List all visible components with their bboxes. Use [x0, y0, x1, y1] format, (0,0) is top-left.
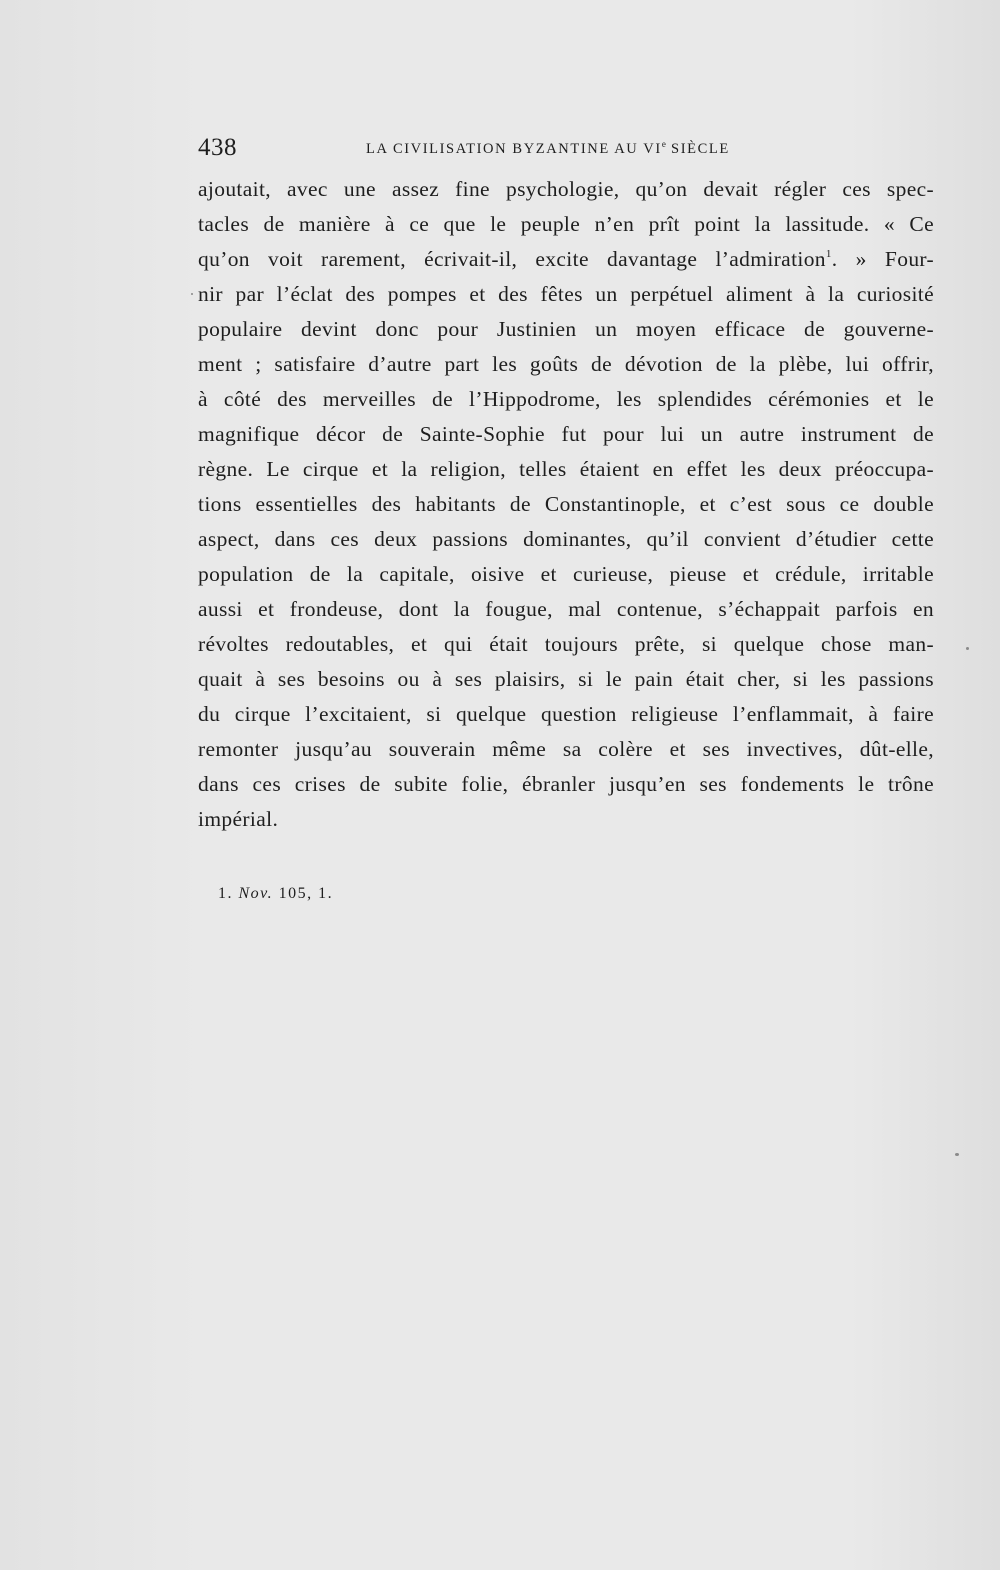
text-line [198, 347, 934, 382]
text-line [198, 487, 934, 522]
text-line-content: aspect, dans ces deux passions dominantes, qu’il convient d’étudier cette [198, 527, 934, 551]
text-line [198, 802, 934, 837]
text-line-content: populaire devint donc pour Justinien un moyen efficace de gouverne- [198, 317, 934, 341]
text-line [198, 312, 934, 347]
paper-speck [191, 293, 193, 295]
text-line [198, 767, 934, 802]
text-line [198, 522, 934, 557]
text-line-content: ment ; satisfaire d’autre part les goûts de dévotion de la plèbe, lui offrir, [198, 352, 934, 376]
text-line [198, 557, 934, 592]
running-head-superscript: e [661, 139, 666, 149]
text-line [198, 382, 934, 417]
text-line-content: tions essentielles des habitants de Constantinople, et c’est sous ce double [198, 492, 934, 516]
text-line [198, 732, 934, 767]
footnote-reference: Nov. [238, 885, 274, 902]
text-line-content: révoltes redoutables, et qui était toujours prête, si quelque chose man- [198, 632, 934, 656]
text-line [198, 627, 934, 662]
running-head-title: LA CIVILISATION BYZANTINE AU VI [366, 141, 662, 157]
footnote-detail: 105, 1. [278, 885, 334, 902]
text-line-content: magnifique décor de Sainte-Sophie fut pour lui un autre instrument de [198, 422, 934, 446]
text-line [198, 417, 934, 452]
page-header [198, 134, 938, 164]
text-line [198, 452, 934, 487]
text-line [198, 662, 934, 697]
text-line [198, 207, 934, 242]
body-text [198, 172, 934, 837]
text-line-content: dans ces crises de subite folie, ébranler jusqu’en ses fondements le trône [198, 772, 934, 796]
text-line [198, 277, 934, 312]
text-line-content: du cirque l’excitaient, si quelque question religieuse l’enflammait, à faire [198, 702, 934, 726]
footnote-marker: 1 [825, 248, 832, 260]
text-line-content: quait à ses besoins ou à ses plaisirs, si le pain était cher, si les passions [198, 667, 934, 691]
text-line-content: nir par l’éclat des pompes et des fêtes un perpétuel aliment à la curiosité [198, 282, 934, 306]
text-line [198, 242, 934, 277]
text-line-content: remonter jusqu’au souverain même sa colère et ses invectives, dût-elle, [198, 737, 934, 761]
text-line-continuation: . » Four- [831, 247, 935, 271]
text-line [198, 592, 934, 627]
paper-speck [966, 647, 969, 650]
running-head-end: SIÈCLE [671, 141, 730, 157]
paper-speck [955, 1153, 959, 1156]
text-line-content: aussi et frondeuse, dont la fougue, mal contenue, s’échappait parfois en [198, 597, 934, 621]
text-line-content: population de la capitale, oisive et curieuse, pieuse et crédule, irritable [198, 562, 934, 586]
text-line-content: ajoutait, avec une assez fine psychologie, qu’on devait régler ces spec- [198, 177, 934, 201]
text-line [198, 172, 934, 207]
text-line-content: qu’on voit rarement, écrivait-il, excite davantage l’admiration [198, 247, 826, 271]
text-line-content: règne. Le cirque et la religion, telles étaient en effet les deux préoccupa- [198, 457, 934, 481]
running-head [366, 141, 730, 158]
text-line-content: tacles de manière à ce que le peuple n’en prît point la lassitude. « Ce [198, 212, 934, 236]
footnote-number: 1. [218, 885, 233, 902]
footnote [218, 885, 333, 903]
text-line-content: impérial. [198, 807, 279, 831]
text-line-content: à côté des merveilles de l’Hippodrome, les splendides cérémonies et le [198, 387, 934, 411]
text-line [198, 697, 934, 732]
page-number: 438 [198, 134, 237, 161]
